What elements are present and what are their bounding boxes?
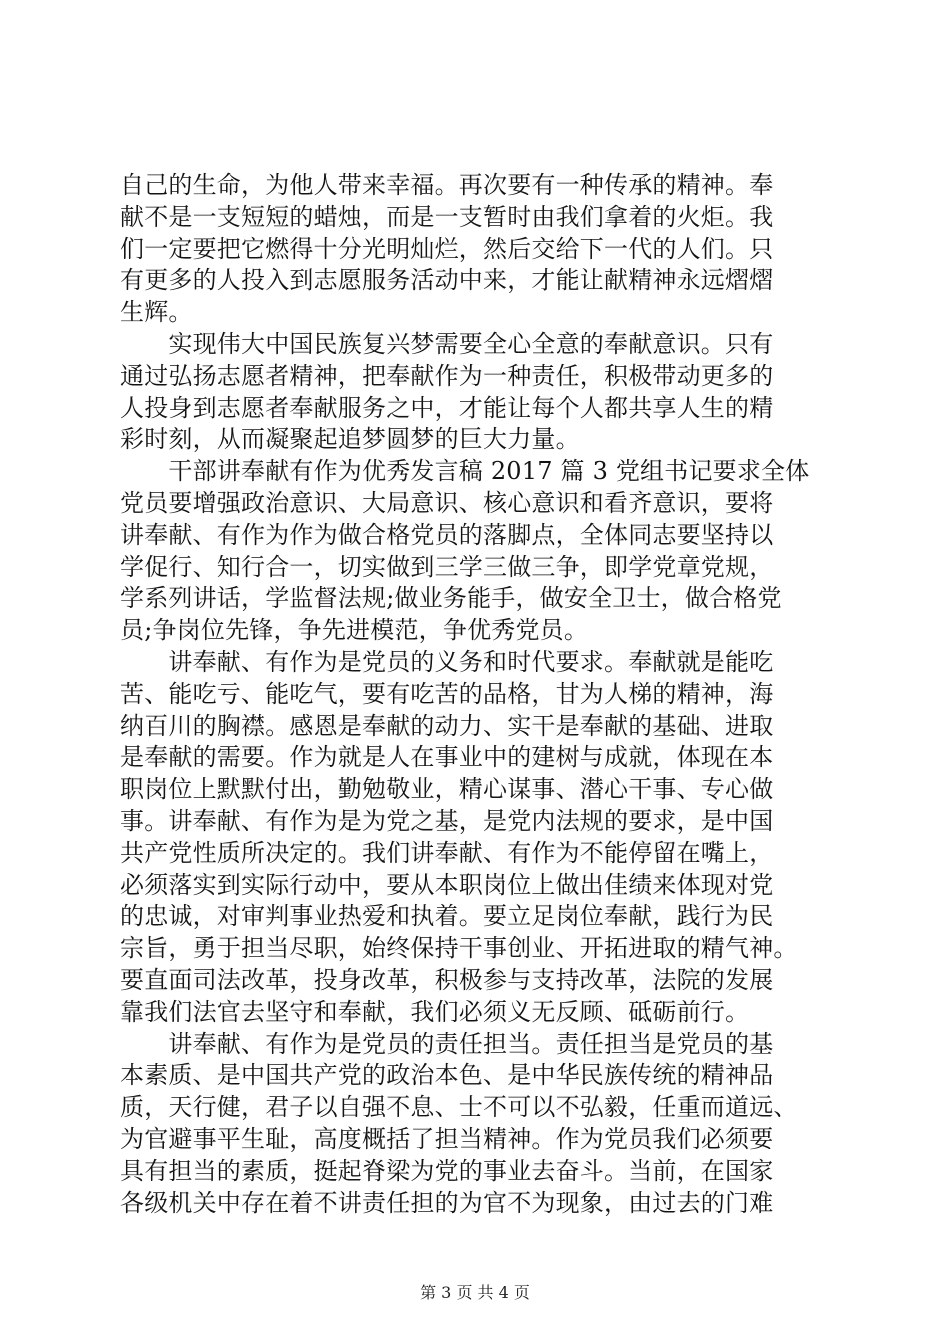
text-line: 党员要增强政治意识、大局意识、核心意识和看齐意识，要将 — [120, 488, 774, 517]
text-line: 靠我们法官去坚守和奉献，我们必须义无反顾、砥砺前行。 — [120, 997, 750, 1026]
text-line: 的忠诚，对审判事业热爱和执着。要立足岗位奉献，践行为民 — [120, 902, 774, 931]
text-line: 彩时刻，从而凝聚起追梦圆梦的巨大力量。 — [120, 425, 580, 454]
page-footer: 第 3 页 共 4 页 — [420, 1283, 530, 1302]
text-line: 讲奉献、有作为是党员的义务和时代要求。奉献就是能吃 — [120, 647, 774, 676]
text-line: 生辉。 — [120, 298, 193, 327]
text-line: 苦、能吃亏、能吃气，要有吃苦的品格，甘为人梯的精神，海 — [120, 679, 774, 708]
text-line: 为官避事平生耻，高度概括了担当精神。作为党员我们必须要 — [120, 1124, 774, 1153]
text-line: 干部讲奉献有作为优秀发言稿 2017 篇 3 党组书记要求全体 — [120, 457, 810, 486]
text-line: 有更多的人投入到志愿服务活动中来，才能让献精神永远熠熠 — [120, 266, 774, 295]
text-line: 事。讲奉献、有作为是为党之基，是党内法规的要求，是中国 — [120, 806, 774, 835]
text-line: 质，天行健，君子以自强不息、士不可以不弘毅，任重而道远、 — [120, 1093, 798, 1122]
text-line: 讲奉献、有作为是党员的责任担当。责任担当是党员的基 — [120, 1029, 774, 1058]
text-line: 是奉献的需要。作为就是人在事业中的建树与成就，体现在本 — [120, 743, 774, 772]
text-line: 献不是一支短短的蜡烛，而是一支暂时由我们拿着的火炬。我 — [120, 202, 774, 231]
text-line: 必须落实到实际行动中，要从本职岗位上做出佳绩来体现对党 — [120, 870, 774, 899]
text-line: 纳百川的胸襟。感恩是奉献的动力、实干是奉献的基础、进取 — [120, 711, 774, 740]
text-line: 学系列讲话，学监督法规;做业务能手，做安全卫士，做合格党 — [120, 584, 782, 613]
text-line: 宗旨，勇于担当尽职，始终保持干事创业、开拓进取的精气神。 — [120, 934, 798, 963]
text-line: 职岗位上默默付出，勤勉敬业，精心谋事、潜心干事、专心做 — [120, 775, 774, 804]
document-body — [120, 170, 832, 1219]
text-line: 共产党性质所决定的。我们讲奉献、有作为不能停留在嘴上， — [120, 838, 774, 867]
text-line: 员;争岗位先锋，争先进模范，争优秀党员。 — [120, 616, 589, 645]
text-line: 实现伟大中国民族复兴梦需要全心全意的奉献意识。只有 — [120, 329, 774, 358]
text-line: 本素质、是中国共产党的政治本色、是中华民族传统的精神品 — [120, 1061, 774, 1090]
text-line: 学促行、知行合一，切实做到三学三做三争，即学党章党规， — [120, 552, 774, 581]
text-line: 讲奉献、有作为作为做合格党员的落脚点，全体同志要坚持以 — [120, 520, 774, 549]
text-line: 各级机关中存在着不讲责任担的为官不为现象，由过去的门难 — [120, 1188, 774, 1217]
text-line: 人投身到志愿者奉献服务之中，才能让每个人都共享人生的精 — [120, 393, 774, 422]
text-line: 要直面司法改革，投身改革，积极参与支持改革，法院的发展 — [120, 965, 774, 994]
text-line: 自己的生命，为他人带来幸福。再次要有一种传承的精神。奉 — [120, 171, 774, 199]
text-line: 通过弘扬志愿者精神，把奉献作为一种责任，积极带动更多的 — [120, 361, 774, 390]
text-line: 具有担当的素质，挺起脊梁为党的事业去奋斗。当前，在国家 — [120, 1156, 774, 1185]
text-line: 们一定要把它燃得十分光明灿烂，然后交给下一代的人们。只 — [120, 234, 774, 263]
